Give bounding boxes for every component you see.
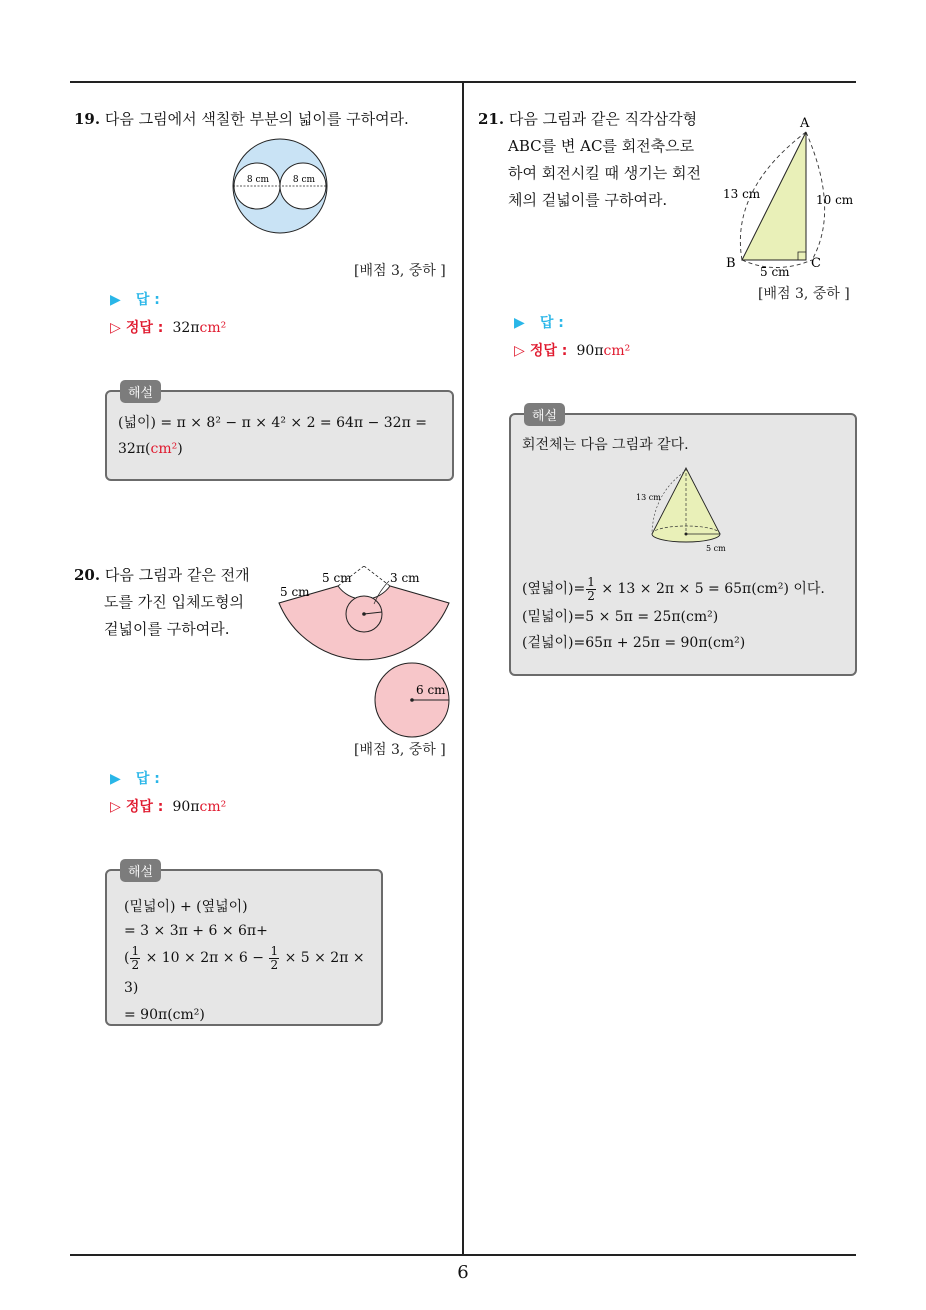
q21-correct-unit: cm² (603, 343, 631, 359)
q19-correct-arrow-icon: ▷ (110, 320, 121, 336)
q20-explanation-line1: (밑넓이) + (옆넓이) (124, 899, 248, 915)
q21-explanation-lateral: (옆넓이)= $\frac{1}{2}$ × 13 × 2π × 5 = 65π(cm²) 이다. (522, 574, 825, 603)
q21-answer-arrow-icon: ▶ (514, 315, 525, 331)
q21-correct-label: 정답 : (529, 343, 568, 359)
q19-answer-arrow-icon: ▶ (110, 292, 121, 308)
q20-explanation-text (124, 895, 379, 1027)
q19-correct-row (110, 317, 226, 337)
q21-explanation-intro: 회전체는 다음 그림과 같다. (522, 437, 689, 453)
q19-correct-label: 정답 : (125, 320, 164, 336)
q21-correct-row (514, 340, 630, 360)
q20-figure (272, 566, 456, 742)
q20-correct-label: 정답 : (125, 799, 164, 815)
q21-cone-figure (634, 464, 734, 556)
q20-label-slant-left: 5 cm (280, 585, 310, 599)
bottom-rule (70, 1254, 856, 1256)
q20-number: 20. (74, 566, 101, 584)
q21-text-line2: ABC를 변 AC를 회전축으로 (508, 137, 695, 155)
q20-explanation-line2: = 3 × 3π + 6 × 6π+ (124, 923, 268, 939)
q19-text: 다음 그림에서 색칠한 부분의 넓이를 구하여라. (104, 110, 409, 128)
q21-label-A: A (800, 116, 810, 131)
q20-answer-arrow-icon: ▶ (110, 771, 121, 787)
column-divider (462, 83, 464, 1255)
q20-text-line3: 겉넓이를 구하여라. (104, 620, 230, 638)
q20-correct-arrow-icon: ▷ (110, 799, 121, 815)
q21-number: 21. (478, 110, 505, 128)
q21-explanation-tag: 해설 (524, 403, 565, 426)
q19-question (74, 106, 454, 133)
q20-text-line2: 도를 가진 입체도형의 (104, 593, 244, 611)
q21-text-line3: 하여 회전시킬 때 생기는 회전 (508, 164, 701, 182)
q21-explanation-base: (밑넓이)=5 × 5π = 25π(cm²) (522, 609, 719, 625)
q19-label-right: 8 cm (292, 175, 316, 185)
q21-correct-arrow-icon: ▷ (514, 343, 525, 359)
q20-explanation-frac-line: ( $\frac{1}{2}$ × 10 × 2π × 6 − $\frac{1}{2}$ × 5 × 2π × 3) (124, 943, 365, 996)
q20-label-slant-top: 5 cm (322, 571, 352, 585)
q19-figure (230, 136, 330, 236)
q20-label-small-radius: 3 cm (390, 571, 420, 585)
q19-answer-row (110, 289, 160, 309)
q19-explanation-line2: 32π(cm²) (118, 441, 183, 457)
q19-correct-unit: cm² (199, 320, 227, 336)
q20-correct-value: 90π (172, 799, 200, 815)
q21-text-line1: 다음 그림과 같은 직각삼각형 (508, 110, 698, 128)
q19-number: 19. (74, 110, 101, 128)
q21-text-line4: 체의 겉넓이를 구하여라. (508, 191, 668, 209)
q19-explanation-text (118, 410, 448, 462)
q20-question (74, 562, 264, 643)
q21-question (478, 106, 718, 214)
q21-cone-label-radius: 5 cm (706, 544, 726, 553)
q21-label-height: 10 cm (816, 193, 854, 207)
q19-meta: [배점 3, 중하 ] (354, 263, 446, 279)
page-number: 6 (457, 1262, 469, 1283)
q19-label-left: 8 cm (246, 175, 270, 185)
q21-figure (720, 110, 860, 280)
q21-explanation-formulas (522, 574, 852, 656)
q21-explanation-total: (겉넓이)=65π + 25π = 90π(cm²) (522, 635, 746, 651)
q21-label-C: C (811, 256, 821, 271)
q19-answer-label: 답 : (135, 292, 160, 308)
q21-label-base: 5 cm (760, 265, 790, 279)
q21-cone-label-slant: 13 cm (636, 493, 661, 502)
q21-label-B: B (726, 256, 736, 271)
q20-answer-row (110, 768, 160, 788)
q21-answer-row (514, 312, 564, 332)
q19-explanation-line1: (넓이) = π × 8² − π × 4² × 2 = 64π − 32π = (118, 415, 427, 431)
q21-label-hyp: 13 cm (723, 187, 761, 201)
q20-answer-label: 답 : (135, 771, 160, 787)
q21-answer-label: 답 : (539, 315, 564, 331)
q20-explanation-tag: 해설 (120, 859, 161, 882)
q21-meta: [배점 3, 중하 ] (758, 286, 850, 302)
q20-correct-unit: cm² (199, 799, 227, 815)
q19-explanation-tag: 해설 (120, 380, 161, 403)
q20-text-line1: 다음 그림과 같은 전개 (104, 566, 250, 584)
q21-correct-value: 90π (576, 343, 604, 359)
q20-label-big-radius: 6 cm (416, 683, 446, 697)
q20-correct-row (110, 796, 226, 816)
q20-explanation-line3: = 90π(cm²) (124, 1007, 205, 1023)
q19-correct-value: 32π (172, 320, 200, 336)
q20-meta: [배점 3, 중하 ] (354, 742, 446, 758)
